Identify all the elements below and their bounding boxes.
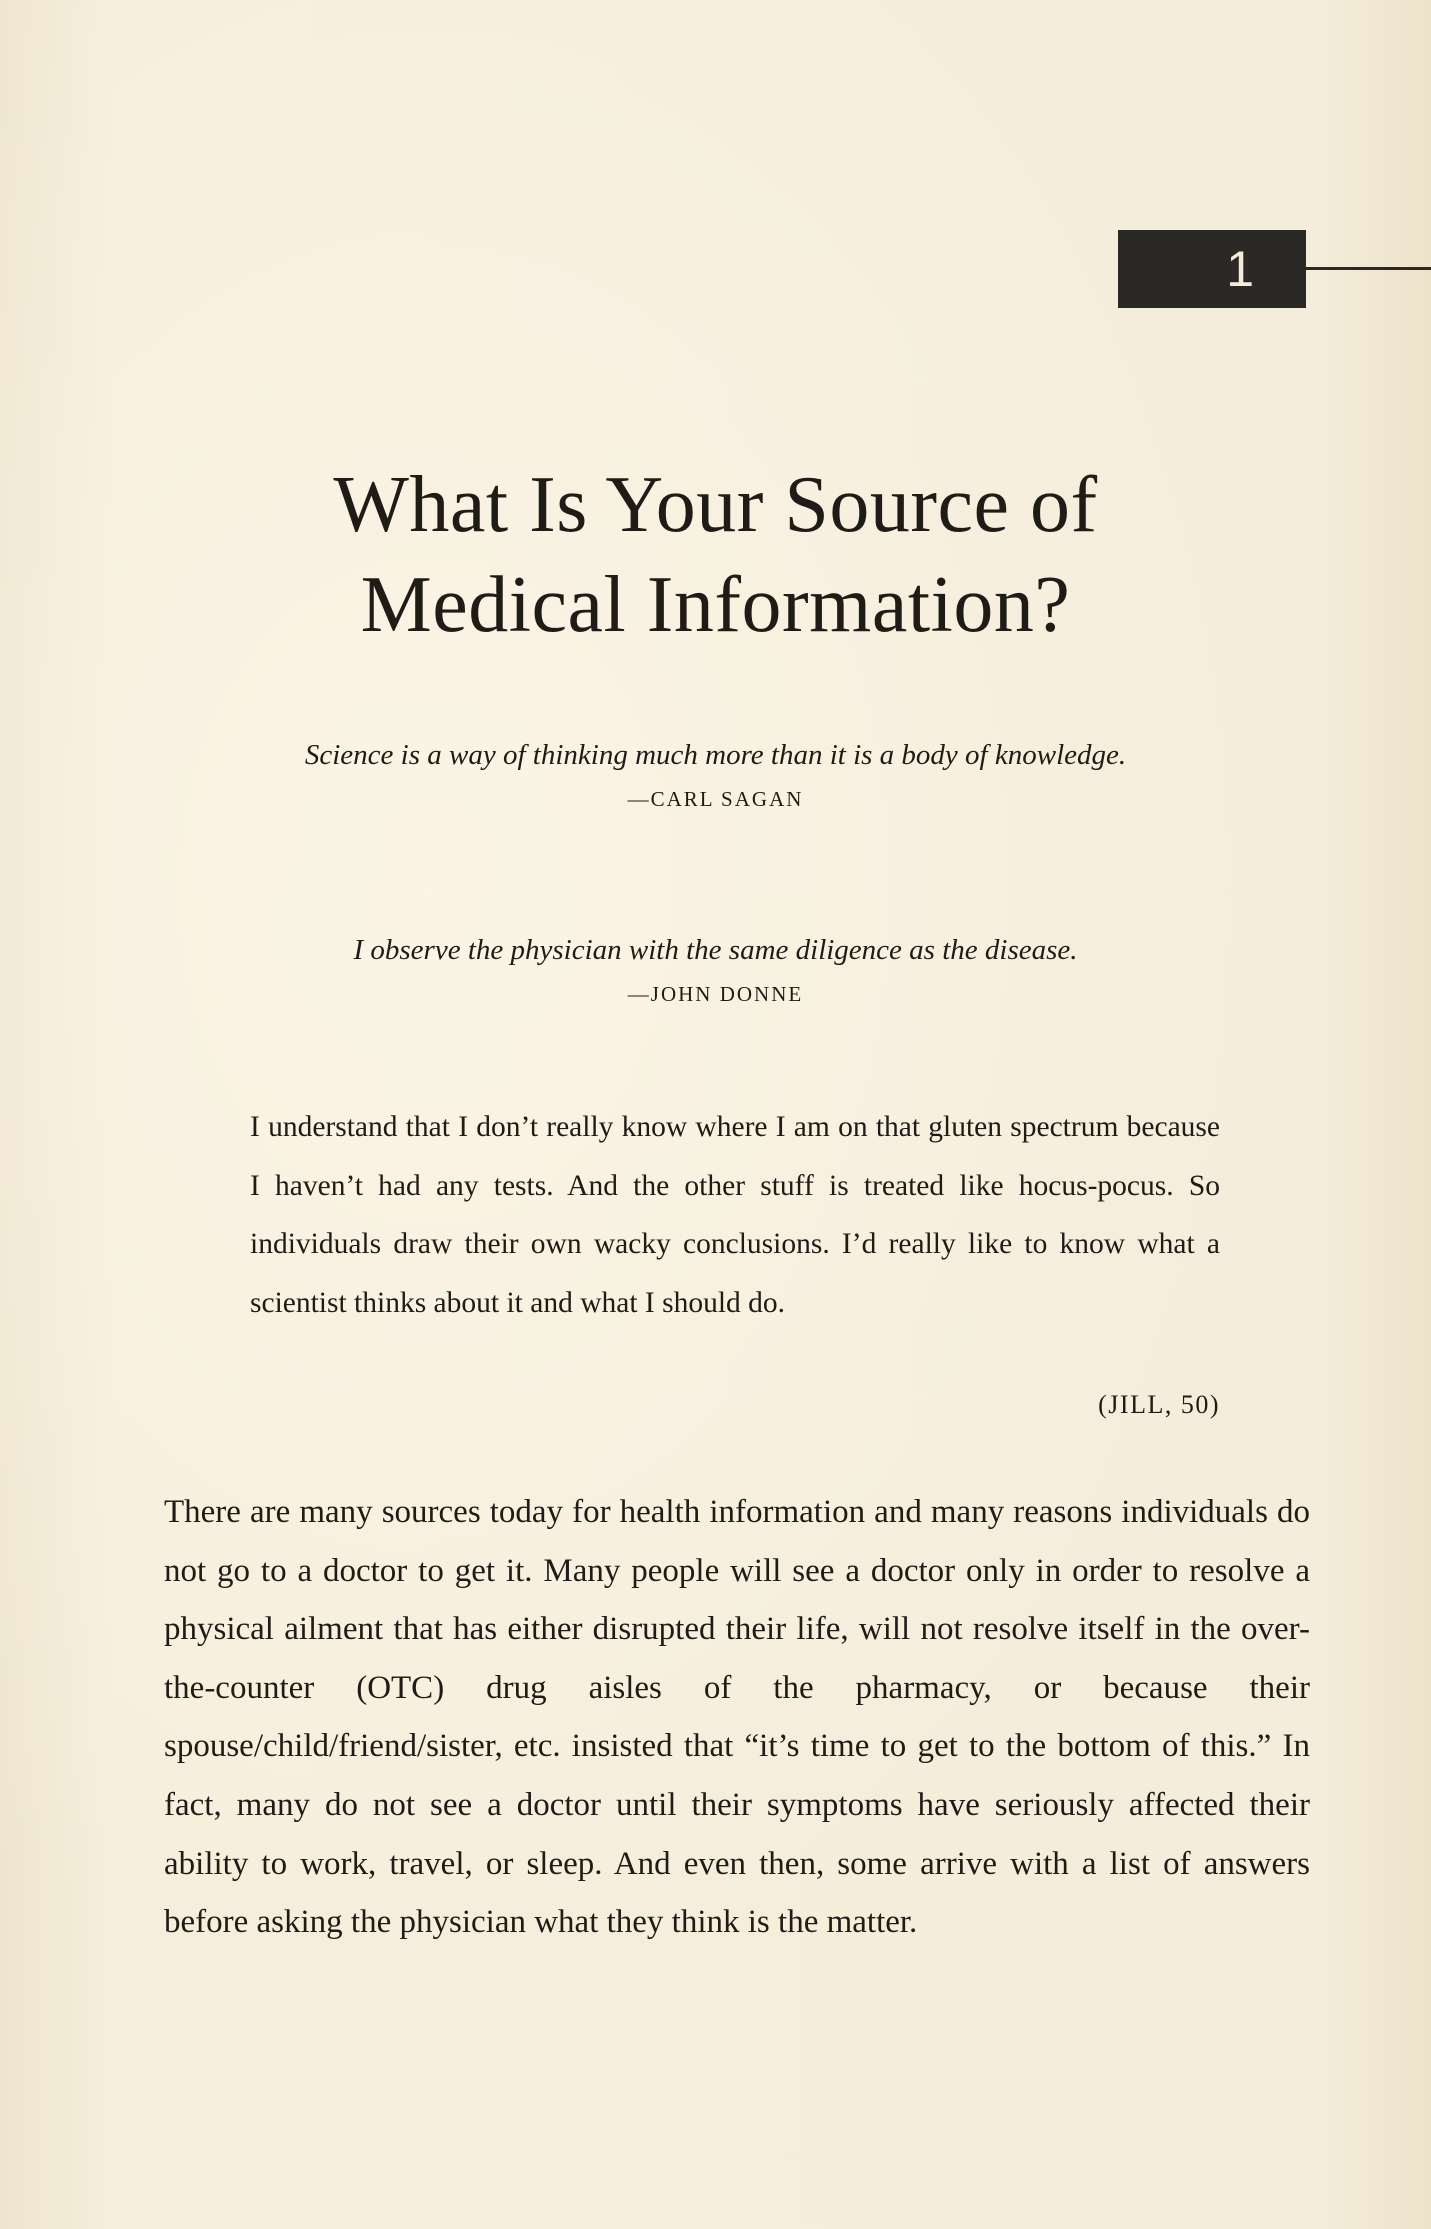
epigraph-2: [0, 930, 1431, 1007]
epigraph-2-quote: I observe the physician with the same diligence as the disease.: [353, 934, 1078, 966]
chapter-number: 1: [1226, 241, 1254, 297]
chapter-title-line-2: Medical Information?: [360, 561, 1071, 649]
body-paragraph: There are many sources today for health information and many reasons individuals do not go to a doctor to get it. Many people will see a doctor only in order to resolve a physical ailment that has either disrupted their life, will not resolve itself in the over-the-counter (OTC) drug aisles of the pharmacy, or because their spouse/child/friend/sister, etc. insisted that “it’s time to get to the bottom of this.” In fact, many do not see a doctor until their symptoms have seriously affected their ability to work, travel, or sleep. And even then, some arrive with a list of answers before asking the physician what they think is the matter.: [164, 1494, 1310, 1941]
epigraph-1: [0, 735, 1431, 812]
epigraph-1-quote: Science is a way of thinking much more than it is a body of knowledge.: [304, 739, 1127, 771]
chapter-title: [0, 455, 1431, 655]
epigraph-1-attribution: —CARL SAGAN: [627, 787, 804, 811]
chapter-title-line-1: What Is Your Source of: [333, 461, 1098, 549]
block-quote-text: I understand that I don’t really know where I am on that gluten spectrum because I haven’t had any tests. And the other stuff is treated like hocus-pocus. So individuals draw their own wacky conclusions. I’d really like to know what a scientist thinks about it and what I should do.: [250, 1111, 1220, 1319]
chapter-number-tab: [1118, 230, 1306, 308]
chapter-rule-line: [1306, 267, 1431, 270]
block-quote-attribution: (JILL, 50): [1098, 1390, 1220, 1419]
epigraph-2-attribution: —JOHN DONNE: [627, 982, 804, 1006]
